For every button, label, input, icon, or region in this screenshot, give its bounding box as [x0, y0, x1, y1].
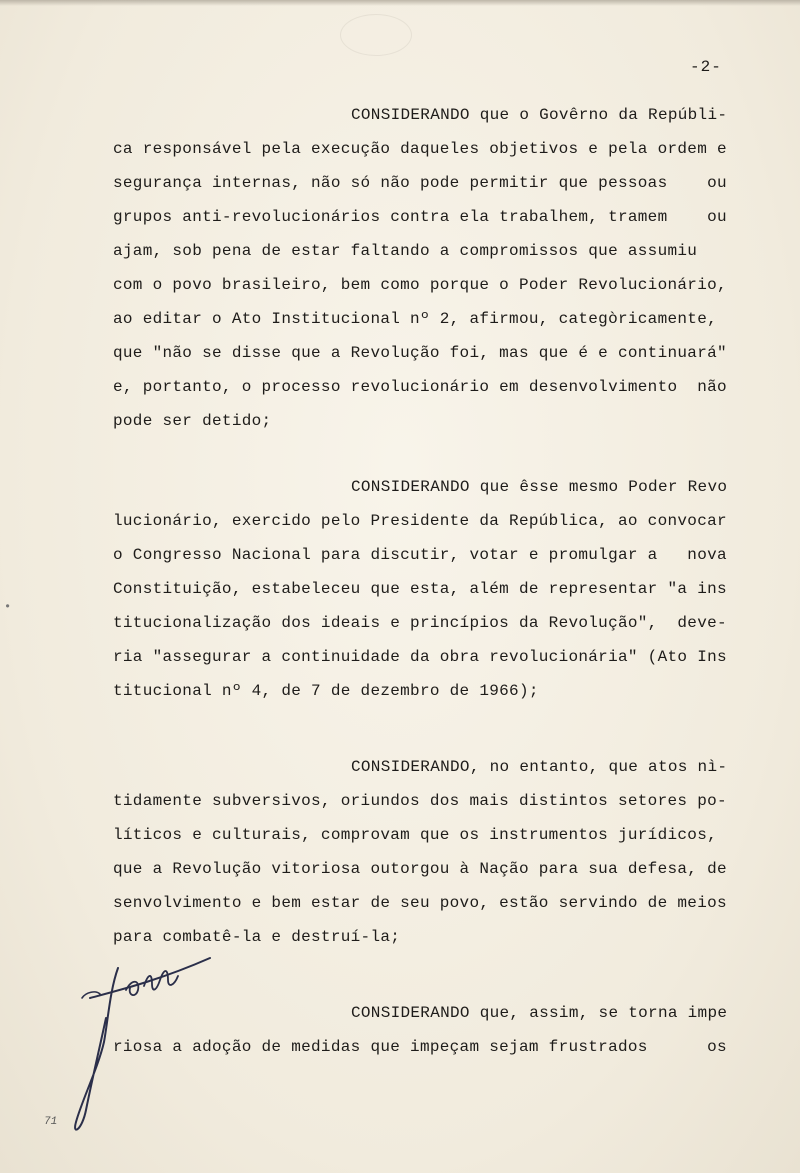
text-line: ao editar o Ato Institucional nº 2, afirmou, categòricamente, [113, 310, 717, 328]
text-line: e, portanto, o processo revolucionário em desenvolvimento não [113, 378, 727, 396]
text-line: para combatê-la e destruí-la; [113, 928, 401, 946]
text-line: tidamente subversivos, oriundos dos mais distintos setores po- [113, 792, 727, 810]
page-top-edge [0, 0, 800, 6]
text-line: CONSIDERANDO que, assim, se torna impe [351, 1004, 728, 1022]
text-line: riosa a adoção de medidas que impeçam sejam frustrados os [113, 1038, 727, 1056]
text-line: senvolvimento e bem estar de seu povo, estão servindo de meios [113, 894, 727, 912]
text-line: titucional nº 4, de 7 de dezembro de 1966); [113, 682, 539, 700]
text-line: pode ser detido; [113, 412, 272, 430]
paragraph-1 [113, 98, 728, 438]
page-number: -2- [690, 58, 722, 76]
text-line: ria "assegurar a continuidade da obra revolucionária" (Ato Ins [113, 648, 727, 666]
text-line: Constituição, estabeleceu que esta, além de representar "a ins [113, 580, 727, 598]
text-line: o Congresso Nacional para discutir, votar e promulgar a nova [113, 546, 727, 564]
text-line: lucionário, exercido pelo Presidente da República, ao convocar [113, 512, 727, 530]
text-line: que "não se disse que a Revolução foi, mas que é e continuará" [113, 344, 727, 362]
faint-seal [340, 14, 412, 56]
text-line: CONSIDERANDO, no entanto, que atos nì- [351, 758, 728, 776]
text-line: CONSIDERANDO que o Govêrno da Repúbli- [351, 106, 728, 124]
paragraph-3 [113, 750, 728, 954]
text-line: grupos anti-revolucionários contra ela trabalhem, tramem ou [113, 208, 727, 226]
text-line: segurança internas, não só não pode permitir que pessoas ou [113, 174, 727, 192]
margin-mark: • [4, 600, 12, 614]
page-footer-mark: 71 [44, 1116, 58, 1128]
text-line: com o povo brasileiro, bem como porque o Poder Revolucionário, [113, 276, 727, 294]
text-line: ajam, sob pena de estar faltando a compromissos que assumiu [113, 242, 698, 260]
text-line: líticos e culturais, comprovam que os instrumentos jurídicos, [113, 826, 717, 844]
text-line: titucionalização dos ideais e princípios da Revolução", deve- [113, 614, 727, 632]
text-line: ca responsável pela execução daqueles objetivos e pela ordem e [113, 140, 727, 158]
handwritten-signature [60, 950, 230, 1140]
paragraph-2 [113, 470, 728, 708]
text-line: que a Revolução vitoriosa outorgou à Nação para sua defesa, de [113, 860, 727, 878]
text-line: CONSIDERANDO que êsse mesmo Poder Revo [351, 478, 728, 496]
